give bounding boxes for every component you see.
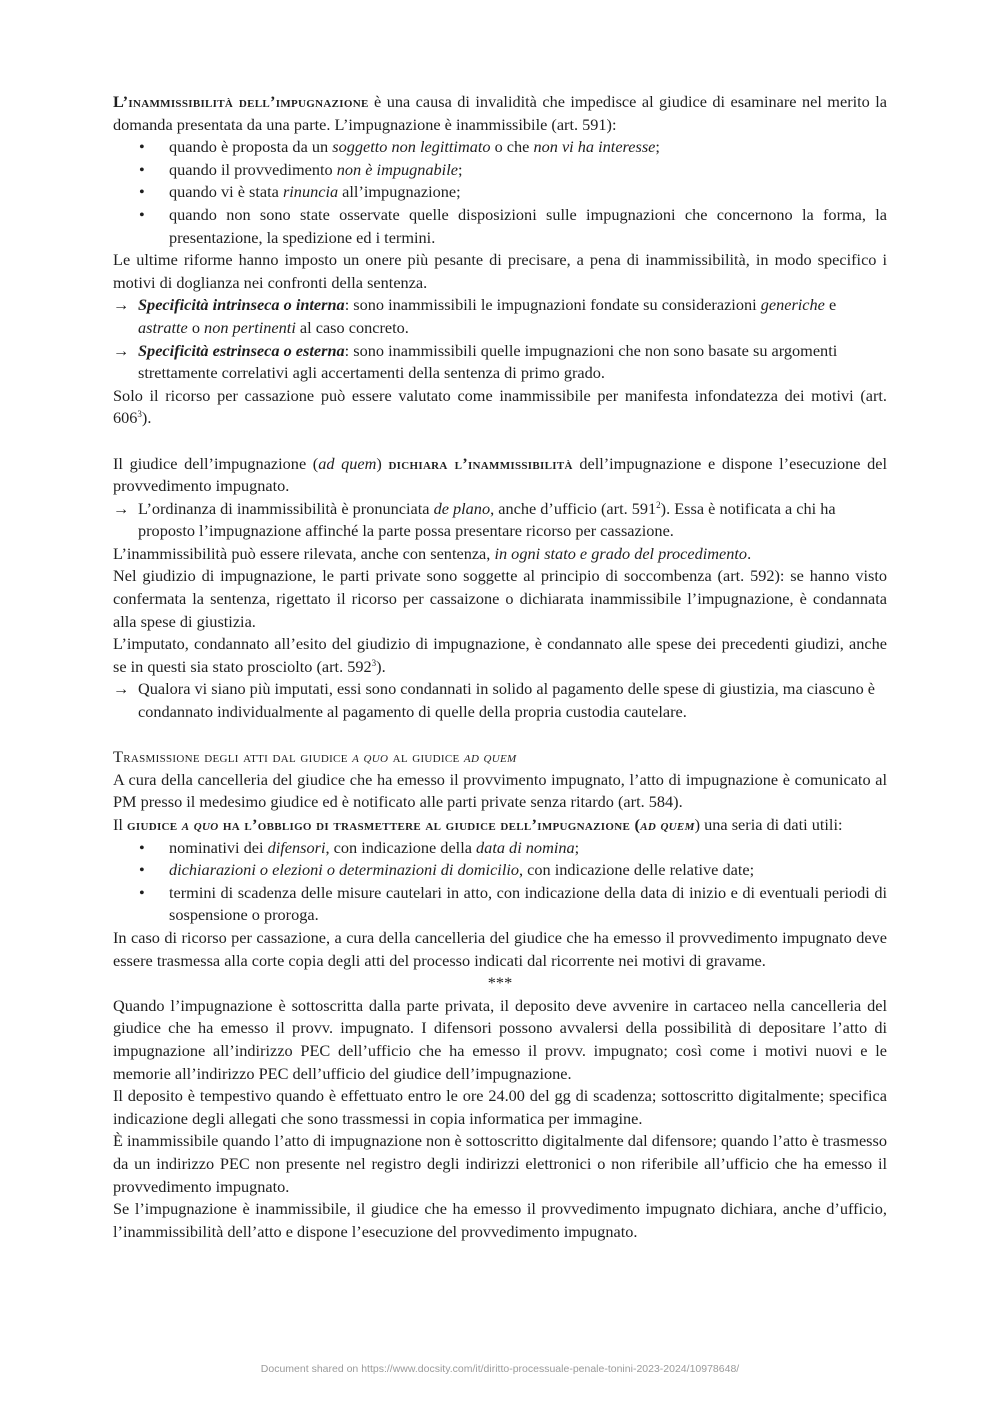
term-heading: L’inammissibilità dell’impugnazione (113, 92, 369, 111)
paragraph: L’imputato, condannato all’esito del giudizio di impugnazione, è condannato alle spese dei precedenti giudizi, anche se in questi sia stato prosciolto (art. $592^3$). (113, 634, 887, 676)
arrow-icon: → (113, 340, 130, 360)
list-item: • nominativi dei difensori, con indicazione della data di nomina; (113, 837, 887, 860)
list-item: • quando vi è stata rinuncia all’impugnazione; (113, 181, 887, 204)
paragraph: Se l’impugnazione è inammissibile, il giudice che ha emesso il provvedimento impugnato dichiara, anche d’ufficio, l’inammissibilità dell’atto e dispone l’esecuzione del provvedimento impugnato. (113, 1199, 887, 1241)
intro-paragraph: L’inammissibilità dell’impugnazione è una causa di invalidità che impedisce al giudice di esaminare nel merito la domanda presentata da una parte. L’impugnazione è inammissibile (art. 591): (113, 92, 888, 134)
arrow-item: → Specificità estrinseca o esterna: sono inammissibili quelle impugnazioni che non sono basate su argomenti strettamente correlativi agli accertamenti della sentenza di primo grado. (113, 340, 838, 383)
section-heading: Trasmissione degli atti dal giudice a quo al giudice ad quem (113, 747, 517, 767)
paragraph: Quando l’impugnazione è sottoscritta dalla parte privata, il deposito deve avvenire in cartaceo nella cancelleria del giudice che ha emesso il provv. impugnato. I difensori possono avvalersi della possibilità di depositare l’atto di impugnazione all’indirizzo PEC dell’ufficio che ha emesso il provv. impugnato; così come i motivi nuovi e le memorie all’indirizzo PEC dell’ufficio del giudice dell’impugnazione. (113, 995, 887, 1083)
inadmissibility-list (113, 136, 887, 249)
paragraph: A cura della cancelleria del giudice che ha emesso il provvimento impugnato, l’atto di impugnazione è comunicato al PM presso il medesimo giudice ed è notificato alle parti private senza ritardo (art. 584). (113, 769, 887, 812)
arrow-icon: → (113, 679, 130, 699)
paragraph: Nel giudizio di impugnazione, le parti private sono soggette al principio di soccombenza (art. 592): se hanno visto confermata la sentenza, rigettato il ricorso per cassaizone o dichiarata inammissibile l’impugnazione, è condannata alla spese di giustizia. (113, 566, 887, 631)
paragraph: È inammissibile quando l’atto di impugnazione non è sottoscritto digitalmente dal difensore; quando l’atto è trasmesso da un indirizzo PEC non presente nel registro degli indirizzi elettronici o non riferibile all’ufficio che ha emesso il provvedimento impugnato. (113, 1131, 887, 1196)
arrow-icon: → (113, 498, 130, 518)
arrow-icon: → (113, 295, 130, 315)
paragraph: Le ultime riforme hanno imposto un onere più pesante di precisare, a pena di inammissibilità, in modo specifico i motivi di doglianza nei confronti della sentenza. (113, 250, 887, 292)
data-list (113, 837, 887, 927)
arrow-item: → Qualora vi siano più imputati, essi sono condannati in solido al pagamento delle spese di giustizia, ma ciascuno è condannato individualmente al pagamento di quelle della propria custodia cautelare. (113, 679, 876, 722)
paragraph: Il deposito è tempestivo quando è effettuato entro le ore 24.00 del gg di scadenza; sottoscritto digitalmente; specifica indicazione degli allegati che sono trassmessi in copia informatica per immagine. (113, 1086, 887, 1128)
list-item: • termini di scadenza delle misure cautelari in atto, con indicazione della data di inizio e di eventuali periodi di sospensione o proroga. (113, 882, 887, 927)
paragraph: Solo il ricorso per cassazione può essere valutato come inammissibile per manifesta infondatezza dei motivi (art. $606^3$). (113, 385, 887, 428)
paragraph: Il giudice dell’impugnazione (ad quem) dichiara l’inammissibilità dell’impugnazione e dispone l’esecuzione del provvedimento impugnato. (113, 453, 887, 496)
arrow-item: → L’ordinanza di inammissibilità è pronunciata de plano, anche d’ufficio (art. $591^2$). Essa è notificata a chi ha proposto l’impugnazione affinché la parte possa presentare ricorso per cassazione. (113, 498, 836, 541)
paragraph: Il giudice a quo ha l’obbligo di trasmettere al giudice dell’impugnazione (ad quem) una seria di dati utili: (113, 815, 843, 834)
list-item: • quando non sono state osservate quelle disposizioni sulle impugnazioni che concernono la forma, la presentazione, la spedizione ed i termini. (113, 204, 887, 249)
list-item: • dichiarazioni o elezioni o determinazioni di domicilio, con indicazione delle relative date; (113, 859, 887, 882)
arrow-item: → Specificità intrinseca o interna: sono inammissibili le impugnazioni fondate su considerazioni generiche e astratte o non pertinenti al caso concreto. (113, 295, 837, 337)
list-item: • quando il provvedimento non è impugnabile; (113, 159, 887, 182)
list-item: • quando è proposta da un soggetto non legittimato o che non vi ha interesse; (113, 136, 887, 159)
document-body (113, 91, 887, 1243)
footer-share-note: Document shared on https://www.docsity.com/it/diritto-processuale-penale-tonini-2023-2024/10978648/ (260, 1363, 740, 1375)
paragraph: In caso di ricorso per cassazione, a cura della cancelleria del giudice che ha emesso il provvedimento impugnato deve essere trasmessa alla corte copia degli atti del processo indicati dal ricorrente nei motivi di gravame. (113, 927, 887, 970)
separator-stars: *** (487, 973, 513, 993)
paragraph: L’inammissibilità può essere rilevata, anche con sentenza, in ogni stato e grado del procedimento. (113, 543, 752, 563)
